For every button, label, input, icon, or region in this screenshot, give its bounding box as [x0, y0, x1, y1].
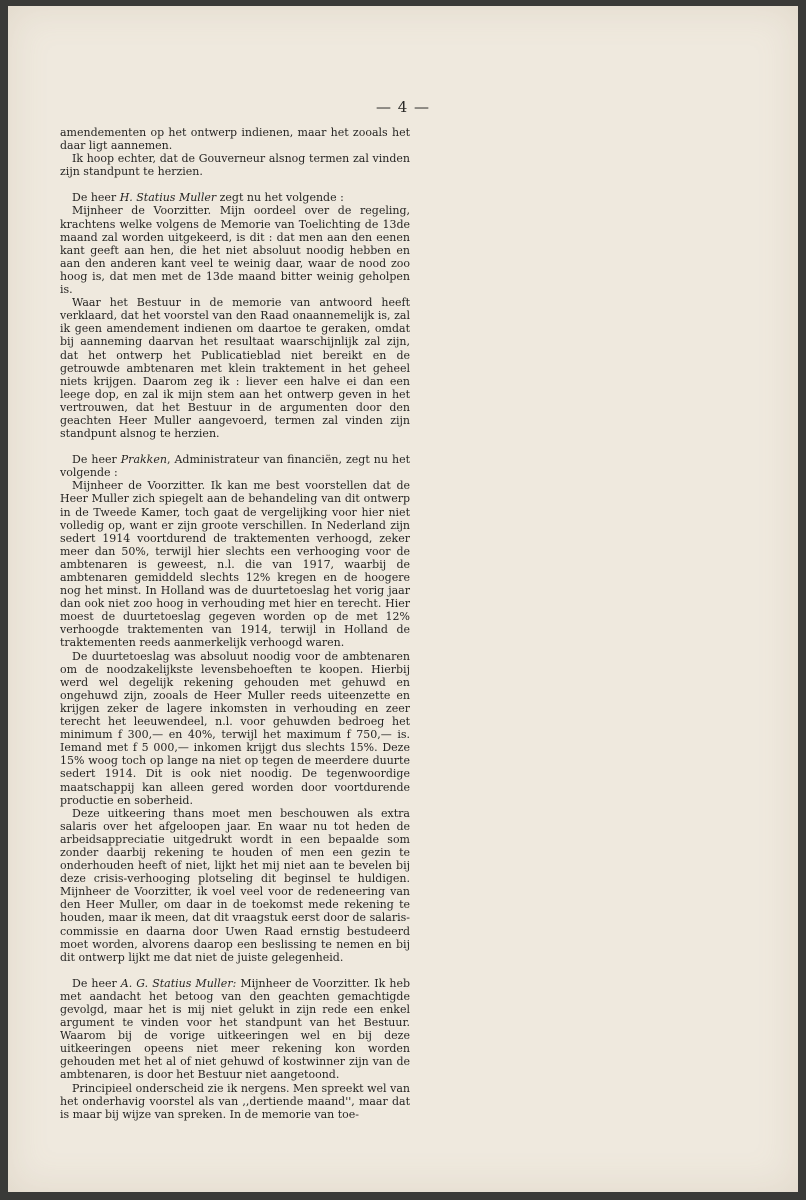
paragraph: Waar het Bestuur in de memorie van antwoord heeft verklaard, dat het voorstel van den Raad onaannemelijk is, zal ik geen amendement indienen om daartoe te geraken, omdat bij aanneming daarvan het resultaat waarschijnlijk zal zijn, dat het ontwerp het Publicatieblad niet bereikt en de getrouwde ambtenaren met klein traktement in het geheel niets krijgen. Daarom zeg ik : liever een halve ei dan een leege dop, en zal ik mijn stem aan het ontwerp geven in het vertrouwen, dat het Bestuur in de argumenten door den geachten Heer Muller aangevoerd, termen zal vinden zijn standpunt alsnog te herzien.: [60, 296, 410, 441]
speaker-name: H. Statius Muller: [119, 191, 217, 205]
speaker-name: Prakken: [120, 453, 167, 467]
speaker-intro: [60, 453, 410, 479]
paragraph: Deze uitkeering thans moet men beschouwen als extra salaris over het afgeloopen jaar. En waar nu tot heden de arbeidsappreciatie uitgedrukt wordt in een bepaalde som zonder daarbij rekening te houden of men een gezin te onderhouden heeft of niet, lijkt het mij niet aan te bevelen bij deze crisis-verhooging plotseling dit beginsel te huldigen. Mijnheer de Voorzitter, ik voel veel voor de redeneering van den Heer Muller, om daar in de toekomst mede rekening te houden, maar ik meen, dat dit vraagstuk eerst door de salaris-commissie en daarna door Uwen Raad ernstig bestudeerd moet worden, alvorens daarop een beslissing te nemen en bij dit ontwerp lijkt me dat niet de juiste gelegenheid.: [60, 806, 410, 964]
document-page: [8, 6, 798, 1192]
page-number: — 4 —: [375, 98, 431, 116]
paragraph: Ik hoop echter, dat de Gouverneur alsnog termen zal vinden zijn standpunt te herzien.: [60, 152, 410, 179]
paragraph: De duurtetoeslag was absoluut noodig voor de ambtenaren om de noodzakelijkste levensbehoeften te koopen. Hierbij werd wel degelijk rekening gehouden met gehuwd en ongehuwd zijn, zooals de Heer Muller reeds uiteenzette en krijgen zeker de lagere inkomsten in verhouding en zeer terecht het leeuwendeel, n.l. voor gehuwden bedroeg het minimum f 300,— en 40%, terwijl het maximum f 750,— is. Iemand met f 5 000,— inkomen krijgt dus slechts 15%. Deze 15% woog toch op lange na niet op tegen de meerdere duurte sedert 1914. Dit is ook niet noodig. De tegenwoordige maatschappij kan alleen gered worden door voortdurende productie en soberheid.: [60, 649, 410, 807]
paragraph-text: Mijnheer de Voorzitter. Ik heb met aandacht het betoog van den geachten gemachtigde gevolgd, maar het is mij niet gelukt in zijn rede een enkel argument te vinden voor het standpunt van het Bestuur. Waarom bij de vorige uitkeeringen wel en bij deze uitkeeringen opeens niet meer rekening kon worden gehouden met het al of niet gehuwd of kostwinner zijn van de ambtenaren, is door het Bestuur niet aangetoond.: [60, 976, 410, 1082]
speaker-name: A. G. Statius Muller:: [120, 976, 237, 990]
paragraph: Principieel onderscheid zie ik nergens. Men spreekt wel van het onderhavig voorstel als van ,,dertiende maand'', maar dat is maar bij wijze van spreken. In de memorie van toe-: [60, 1081, 410, 1121]
intro-text: De heer: [72, 191, 120, 205]
speaker-intro: [60, 191, 410, 204]
intro-text: , Administrateur van financiën, zegt nu het volgende :: [60, 453, 411, 480]
paragraph: Mijnheer de Voorzitter. Ik kan me best voorstellen dat de Heer Muller zich spiegelt aan de behandeling van dit ontwerp in de Tweede Kamer, toch gaat de vergelijking voor hier niet volledig op, want er zijn groote verschillen. In Nederland zijn sedert 1914 voortdurend de traktementen verhoogd, zeker meer dan 50%, terwijl hier slechts een verhooging voor de ambtenaren is geweest, n.l. die van 1917, waarbij de ambtenaren gemiddeld slechts 12% kregen en de hoogere nog het minst. In Holland was de duurtetoeslag het vorig jaar dan ook niet zoo hoog in verhouding met hier en terecht. Hier moest de duurtetoeslag gegeven worden op de met 12% verhoogde traktementen van 1914, terwijl in Holland de traktementen reeds aanmerkelijk verhoogd waren.: [60, 479, 410, 650]
document-body: [60, 126, 410, 1121]
intro-text: zegt nu het volgende :: [216, 191, 344, 205]
speaker-paragraph: [60, 977, 410, 1082]
paragraph: Mijnheer de Voorzitter. Mijn oordeel over de regeling, krachtens welke volgens de Memorie van Toelichting de 13de maand zal worden uitgekeerd, is dit : dat men aan den eenen kant geeft aan hen, die het niet absoluut noodig hebben en aan den anderen kant veel te weinig daar, waar de nood zoo hoog is, dat men met de 13de maand bitter weinig geholpen is.: [60, 204, 410, 297]
intro-text: De heer: [72, 453, 121, 467]
paragraph: amendementen op het ontwerp indienen, maar het zooals het daar ligt aannemen.: [60, 126, 410, 153]
intro-text: De heer: [72, 976, 121, 990]
